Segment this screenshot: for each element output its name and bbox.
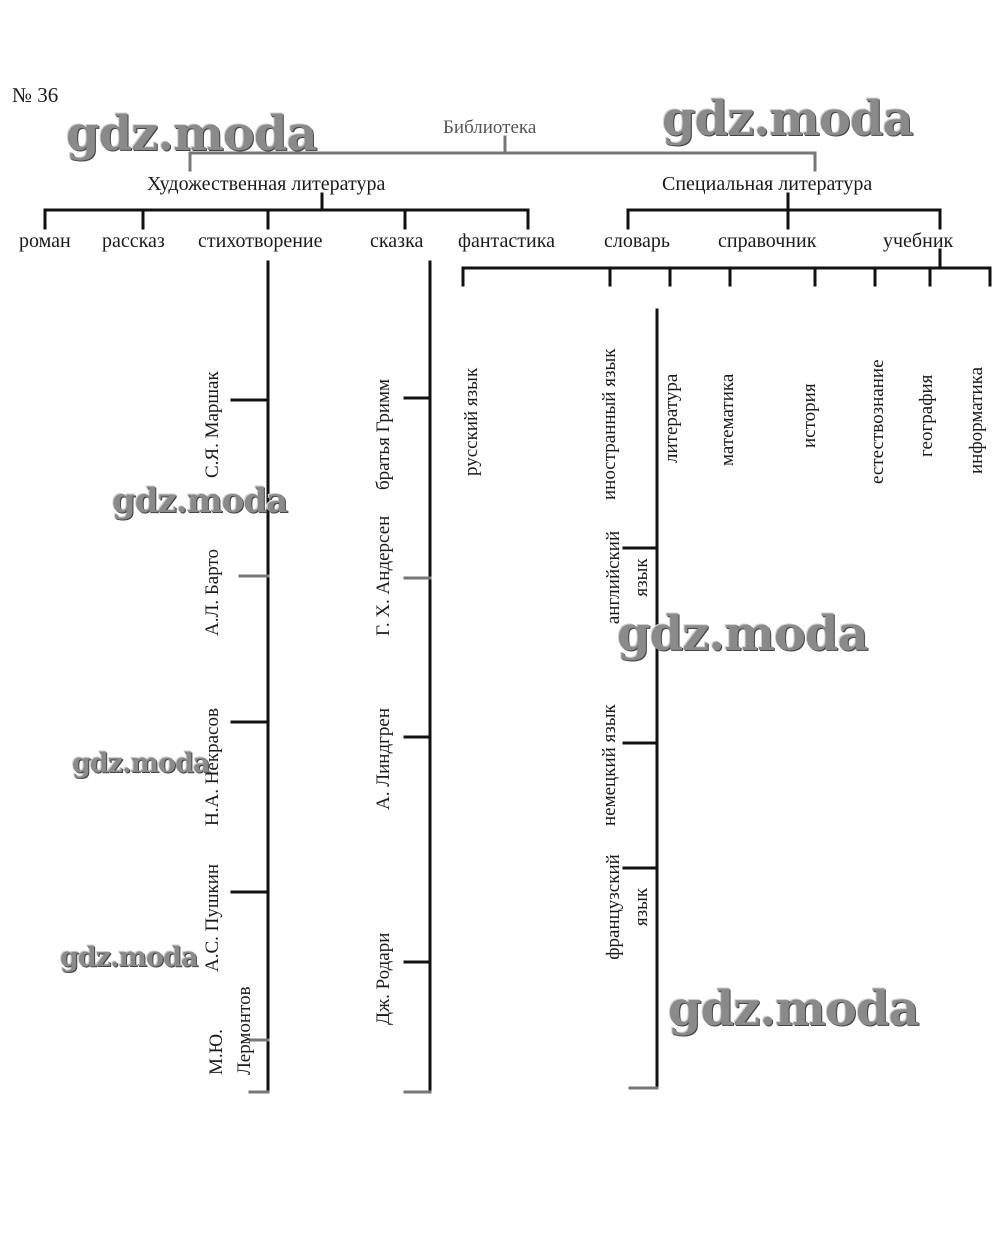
genre-novel: роман	[19, 230, 71, 252]
node-fiction: Художественная литература	[147, 173, 386, 195]
textbook-informatics: информатика	[966, 366, 987, 474]
author-rodari: Дж. Родари	[373, 932, 394, 1025]
genre-fairy-tale: сказка	[370, 230, 424, 252]
genre-story: рассказ	[102, 230, 165, 252]
textbook-literature: литература	[661, 373, 682, 463]
watermark: gdz.moda	[662, 91, 913, 147]
node-special-literature: Специальная литература	[662, 173, 873, 195]
lang-french	[600, 842, 656, 972]
type-reference: справочник	[718, 230, 817, 252]
root-node-library: Библиотека	[443, 117, 537, 138]
watermark: gdz.moda	[112, 481, 288, 521]
textbook-foreign: иностранный язык	[599, 348, 620, 500]
type-dictionary: словарь	[604, 230, 671, 252]
watermark: gdz.moda	[60, 942, 198, 973]
watermark: gdz.moda	[617, 606, 868, 662]
poet-lermontov-label: М.Ю. Лермонтов	[206, 986, 255, 1075]
poet-barto: А.Л. Барто	[202, 548, 223, 636]
lang-english-label: английский язык	[603, 530, 652, 625]
author-grimm: братья Гримм	[373, 378, 394, 490]
type-textbook: учебник	[883, 230, 954, 252]
task-number: № 36	[12, 83, 59, 107]
lang-german: немецкий язык	[599, 704, 620, 826]
watermark: gdz.moda	[668, 981, 919, 1037]
author-lindgren: А. Линдгрен	[373, 707, 394, 810]
poet-pushkin: А.С. Пушкин	[202, 863, 223, 972]
textbook-russian: русский язык	[461, 367, 482, 476]
lang-french-label: французский язык	[603, 854, 652, 960]
textbook-math: математика	[717, 373, 738, 466]
poet-lermontov	[203, 975, 259, 1075]
textbook-history: история	[799, 383, 820, 448]
watermark: gdz.moda	[72, 748, 210, 779]
poet-nekrasov: Н.А. Некрасов	[202, 708, 223, 826]
textbook-geography: география	[916, 374, 937, 457]
watermark: gdz.moda	[66, 106, 317, 162]
genre-poem: стихотворение	[198, 230, 323, 252]
poet-marshak: С.Я. Маршак	[202, 371, 223, 478]
genre-fantasy: фантастика	[458, 230, 556, 252]
textbook-natural-science: естествознание	[867, 359, 888, 484]
author-andersen: Г. Х. Андерсен	[373, 515, 394, 636]
